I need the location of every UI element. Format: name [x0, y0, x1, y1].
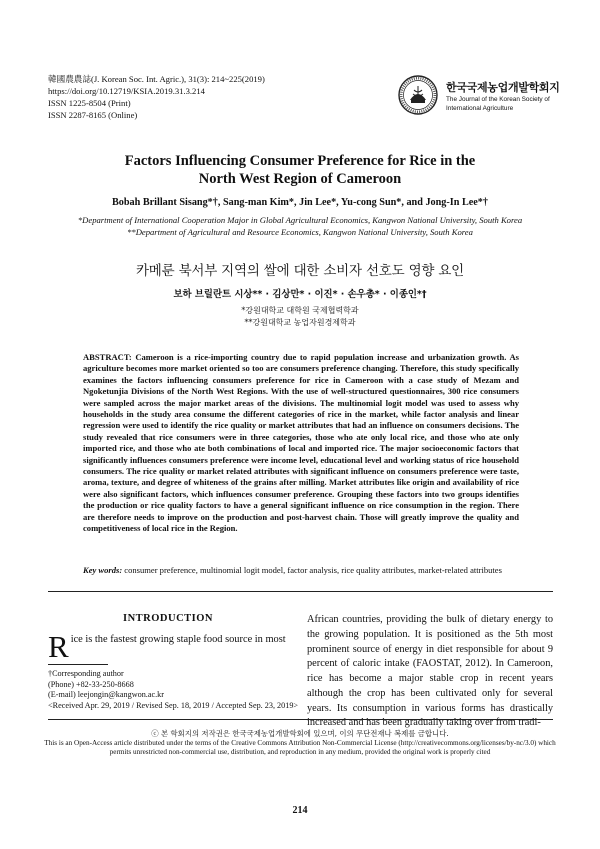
- society-name-english: The Journal of the Korean Society of International Agriculture: [446, 96, 550, 112]
- author-list: Bobah Brillant Sisang*†, Sang-man Kim*, Jin Lee*, Yu-cong Sun*, and Jong-In Lee*†: [112, 197, 488, 208]
- divider: [48, 591, 553, 592]
- society-logo: [398, 75, 568, 121]
- title-line-1: Factors Influencing Consumer Preference for Rice in the: [124, 153, 476, 169]
- corresponding-author: †Corresponding author: [48, 669, 124, 678]
- phone: (Phone) +82-33-250-8668: [48, 679, 134, 689]
- license-notice: [40, 729, 560, 757]
- divider: [48, 719, 553, 720]
- society-name-korean: 한국국제농업개발학회지: [446, 81, 560, 94]
- keywords-text: consumer preference, multinomial logit model, factor analysis, rice quality attributes, market-related attributes: [122, 565, 502, 575]
- citation: 韓國農農誌(J. Korean Soc. Int. Agric.), 31(3): 214~225(2019): [48, 74, 265, 84]
- korean-author-list: 보하 브릴란트 시상** · 김상만* · 이진* · 손우총* · 이종인*†: [173, 289, 427, 300]
- footnote-divider: [48, 664, 108, 665]
- issn-print: ISSN 1225-8504 (Print): [48, 98, 131, 108]
- drop-cap: R: [48, 629, 69, 664]
- korean-affiliation-1: *강원대학교 대학원 국제협력학과: [241, 306, 359, 315]
- page-number: 214: [292, 805, 308, 816]
- journal-header: [48, 73, 265, 121]
- license-line-2: permits unrestricted non-commercial use, distribution, and reproduction in any medium, provided the original work is properly cited: [109, 747, 491, 756]
- email[interactable]: (E-mail) leejongin@kangwon.ac.kr: [48, 690, 164, 700]
- intro-first-paragraph: [48, 629, 293, 664]
- doi-link[interactable]: https://doi.org/10.12719/KSIA.2019.31.3.214: [48, 86, 205, 96]
- copyright-korean: ⓒ 본 학회지의 저작권은 한국국제농업개발학회에 있으며, 이의 무단전재나 복제를 금합니다.: [151, 729, 449, 738]
- license-line-1: This is an Open-Access article distributed under the terms of the Creative Commons Attribution Non-Commercial License (http://creativecommons.org/licenses/by-nc/3.0) which: [44, 739, 556, 747]
- keywords-label: Key words:: [83, 565, 123, 575]
- article-title: [40, 152, 560, 188]
- intro-right-column: African countries, providing the bulk of dietary energy to the growing population. It is positioned as the 5th most prominent source of energy in diet responsible for about 9 percent of caloric intake (FAOSTAT, 2012). In Cameroon, rice has become a major stable crop in recent years although the crop has been cultivated only for several years. Its consumption in various forms has drastically increased and has been gradually taking over from tradi-: [307, 614, 553, 729]
- affiliation-2: **Department of Agricultural and Resource Economics, Kangwon National University, South Korea: [127, 227, 473, 237]
- intro-text: ice is the fastest growing staple food source in most: [70, 634, 286, 645]
- society-seal-icon: [398, 75, 438, 115]
- issn-online: ISSN 2287-8165 (Online): [48, 110, 138, 120]
- korean-title: 카메룬 북서부 지역의 쌀에 대한 소비자 선호도 영향 요인: [135, 263, 465, 279]
- correspondence-note: [48, 669, 298, 711]
- affiliation-1: *Department of International Cooperation Major in Global Agricultural Economics, Kangwon National University, South Korea: [77, 215, 523, 225]
- submission-dates: <Received Apr. 29, 2019 / Revised Sep. 18, 2019 / Accepted Sep. 23, 2019>: [48, 700, 299, 710]
- korean-affiliation-2: **강원대학교 농업자원경제학과: [244, 318, 356, 327]
- abstract: ABSTRACT: Cameroon is a rice-importing country due to rapid population increase and urbanization growth. As agriculture becomes more market oriented so too are consumers preference changing. Therefore, this study specifically examines the factors influencing consumers preference for rice in Cameroon with a case study of Mezam and Ngoketunjia Divisions of the North West Regions. With the use of well-structured questionnaires, 300 rice consumers were sampled across the major market areas of the divisions. The multinomial logit model was used to assess why households in the study area consume the different categories of rice in the market, while factor analysis and linear regression were used to identify the rice quality or market attributes that had an influence on consumers decisions. The study revealed that rice consumers were in three categories, those who ate only local rice, and those who ate only imported rice, and those who ate both combinations of local and imported rice. The major socioeconomic factors that significantly influences consumers preference were income level, educational level and working status of rice household consumers. The rice quality or market related attributes with significant influence on consumers preference were taste, aroma, texture, and degree of whiteness of the grains after milling. Market attributes like origin and availability of rice were also significant factors, which influences consumer preference. Grouping these factors into two groups identifies the production or rice quality factors to have a general significant influence on rice consumption in the region. There are therefore needs to improve on the production and post-harvest chain. Those will greatly improve the quality and competitiveness of local rice in the Region.: [83, 352, 519, 534]
- keywords: [83, 565, 519, 576]
- title-line-2: North West Region of Cameroon: [198, 171, 402, 187]
- section-heading: INTRODUCTION: [122, 613, 213, 624]
